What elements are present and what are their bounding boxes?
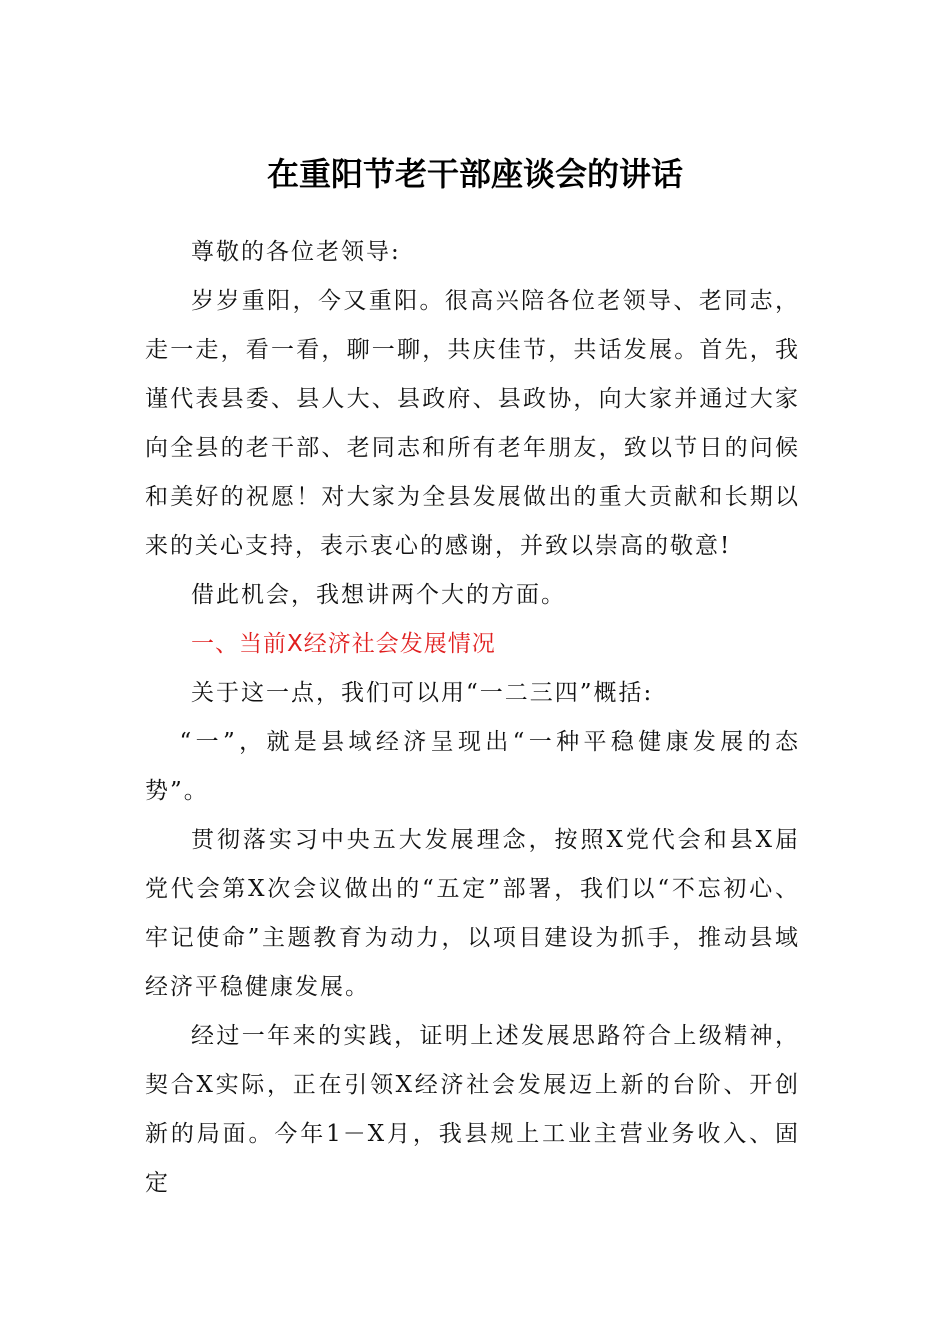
paragraph-opening: 岁岁重阳，今又重阳。很高兴陪各位老领导、老同志，走一走，看一看，聊一聊，共庆佳节，共话发展。首先，我谨代表县委、县人大、县政府、县政协，向大家并通过大家向全县的老干部、老同志和所有老年朋友，致以节日的问候和美好的祝愿！对大家为全县发展做出的重大贡献和长期以来的关心支持，表示衷心的感谢，并致以崇高的敬意! bbox=[145, 288, 800, 559]
paragraph-intro: 借此机会，我想讲两个大的方面。 bbox=[191, 582, 566, 608]
paragraph-summary: 关于这一点，我们可以用“一二三四”概括: bbox=[191, 680, 654, 706]
salutation: 尊敬的各位老领导: bbox=[191, 239, 401, 265]
paragraph-point-one: “一”，就是县域经济呈现出“一种平稳健康发展的态势”。 bbox=[145, 729, 800, 804]
document-title: 在重阳节老干部座谈会的讲话 bbox=[266, 155, 683, 193]
section-heading-1: 一、当前X经济社会发展情况 bbox=[191, 631, 496, 657]
paragraph-results: 经过一年来的实践，证明上述发展思路符合上级精神，契合X实际，正在引领X经济社会发展迈上新的台阶、开创新的局面。今年1－X月，我县规上工业主营业务收入、固定 bbox=[145, 1023, 800, 1196]
document-body bbox=[145, 228, 800, 1208]
paragraph-policy: 贯彻落实习中央五大发展理念，按照X党代会和县X届党代会第X次会议做出的“五定”部署，我们以“不忘初心、牢记使命”主题教育为动力，以项目建设为抓手，推动县域经济平稳健康发展。 bbox=[145, 827, 800, 1000]
